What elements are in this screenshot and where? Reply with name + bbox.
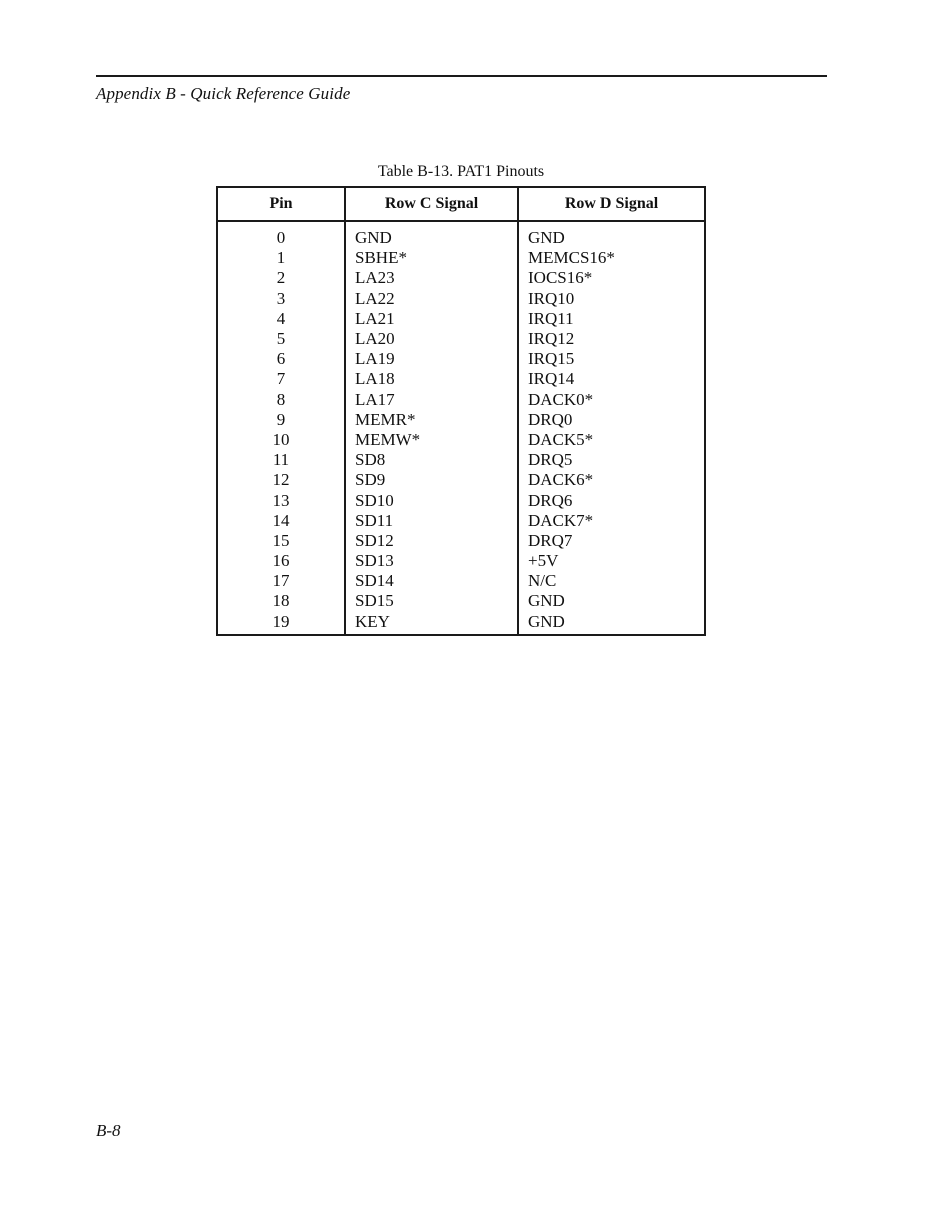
pin-cell: 3 (276, 288, 286, 308)
table-row (217, 410, 705, 430)
row-d-signal-cell: DRQ7 (518, 531, 705, 551)
pin-cell: 4 (276, 308, 286, 328)
row-d-signal-cell: MEMCS16* (518, 248, 705, 268)
row-c-signal-cell: LA18 (345, 369, 518, 389)
row-d-signal-cell: N/C (518, 571, 705, 591)
table-row (217, 268, 705, 288)
row-c-signal-cell: LA21 (345, 309, 518, 329)
row-c-signal-cell: SD9 (345, 470, 518, 490)
pin-cell: 9 (276, 409, 286, 429)
table-row (217, 511, 705, 531)
table-row (217, 390, 705, 410)
table-caption: Table B-13. PAT1 Pinouts (377, 163, 545, 180)
row-d-signal-cell: IRQ14 (518, 369, 705, 389)
table-row (217, 349, 705, 369)
pin-cell: 12 (272, 470, 290, 490)
pin-cell: 16 (272, 551, 290, 571)
pin-cell: 8 (276, 389, 286, 409)
table-row (217, 289, 705, 309)
row-d-signal-cell: DRQ6 (518, 490, 705, 510)
row-d-signal-cell: +5V (518, 551, 705, 571)
pin-cell: 19 (272, 611, 290, 631)
row-d-signal-cell: DRQ5 (518, 450, 705, 470)
pin-cell: 7 (276, 369, 286, 389)
table-row (217, 612, 705, 635)
table-row (217, 369, 705, 389)
table-row (217, 450, 705, 470)
pin-cell: 11 (272, 450, 290, 470)
table-row (217, 551, 705, 571)
row-c-signal-cell: LA23 (345, 268, 518, 288)
table-body (217, 221, 705, 635)
row-d-signal-cell: IRQ11 (518, 309, 705, 329)
pin-cell: 2 (276, 268, 286, 288)
pinout-table (216, 186, 706, 636)
row-d-signal-cell: GND (518, 612, 705, 635)
pin-cell: 14 (272, 510, 290, 530)
row-d-signal-cell: GND (518, 221, 705, 248)
pin-cell: 17 (272, 571, 290, 591)
table-row (217, 309, 705, 329)
row-d-signal-cell: IRQ15 (518, 349, 705, 369)
row-c-signal-cell: SBHE* (345, 248, 518, 268)
row-d-signal-cell: DACK0* (518, 390, 705, 410)
row-c-signal-cell: LA20 (345, 329, 518, 349)
pin-cell: 15 (272, 530, 290, 550)
table-row (217, 490, 705, 510)
table-header-row (217, 187, 705, 221)
pin-cell: 0 (276, 228, 286, 248)
header-rule (96, 75, 827, 77)
row-c-signal-cell: MEMR* (345, 410, 518, 430)
pin-cell: 10 (272, 429, 290, 449)
row-c-signal-cell: KEY (345, 612, 518, 635)
column-header-pin: Pin (217, 187, 345, 221)
column-header-row-d-signal: Row D Signal (518, 187, 705, 221)
row-d-signal-cell: DACK7* (518, 511, 705, 531)
row-c-signal-cell: MEMW* (345, 430, 518, 450)
table-row (217, 430, 705, 450)
row-c-signal-cell: SD8 (345, 450, 518, 470)
row-c-signal-cell: LA19 (345, 349, 518, 369)
row-d-signal-cell: IOCS16* (518, 268, 705, 288)
row-c-signal-cell: GND (345, 221, 518, 248)
row-d-signal-cell: DRQ0 (518, 410, 705, 430)
row-c-signal-cell: LA17 (345, 390, 518, 410)
table-row (217, 248, 705, 268)
table-row (217, 221, 705, 248)
row-c-signal-cell: SD15 (345, 591, 518, 611)
row-c-signal-cell: SD11 (345, 511, 518, 531)
pin-cell: 6 (276, 349, 286, 369)
pin-cell: 18 (272, 591, 290, 611)
table-row (217, 531, 705, 551)
table-row (217, 571, 705, 591)
row-d-signal-cell: GND (518, 591, 705, 611)
running-head: Appendix B - Quick Reference Guide (96, 84, 351, 103)
row-d-signal-cell: IRQ12 (518, 329, 705, 349)
pin-cell: 5 (276, 329, 286, 349)
row-d-signal-cell: DACK6* (518, 470, 705, 490)
row-c-signal-cell: SD10 (345, 490, 518, 510)
pin-cell: 13 (272, 490, 290, 510)
pin-cell: 1 (276, 248, 286, 268)
row-c-signal-cell: SD12 (345, 531, 518, 551)
table-row (217, 470, 705, 490)
row-c-signal-cell: LA22 (345, 289, 518, 309)
column-header-row-c-signal: Row C Signal (345, 187, 518, 221)
table-row (217, 591, 705, 611)
row-d-signal-cell: DACK5* (518, 430, 705, 450)
page-number: B-8 (96, 1121, 121, 1140)
row-d-signal-cell: IRQ10 (518, 289, 705, 309)
row-c-signal-cell: SD14 (345, 571, 518, 591)
table-row (217, 329, 705, 349)
row-c-signal-cell: SD13 (345, 551, 518, 571)
